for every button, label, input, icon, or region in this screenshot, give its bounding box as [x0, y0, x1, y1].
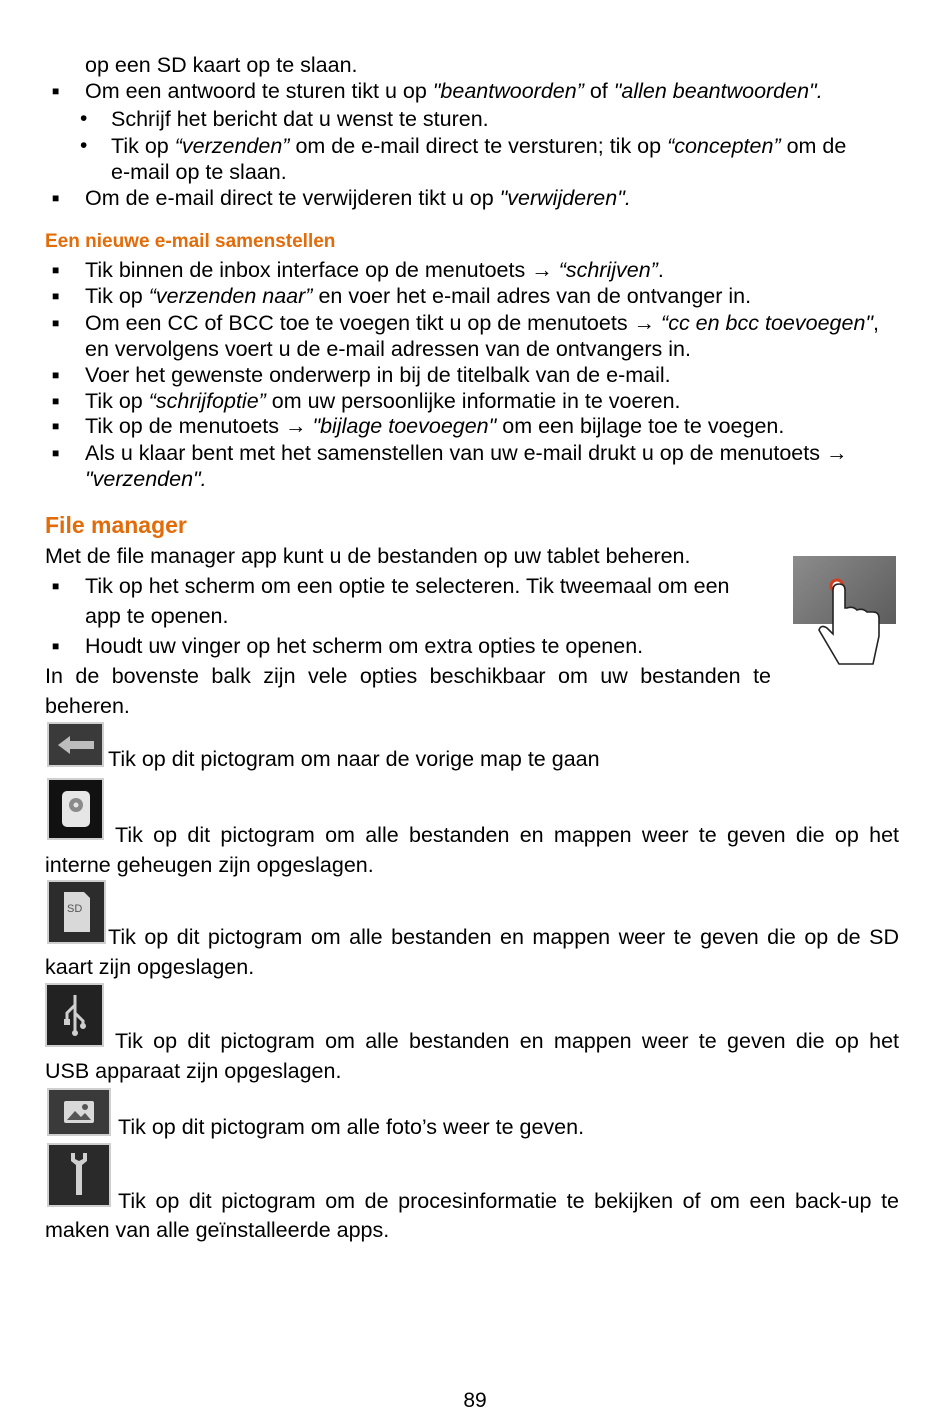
bullet-write-option: Tik op “schrijfoptie” om uw persoonlijke informatie in te voeren. — [85, 389, 681, 413]
page-number: 89 — [463, 1389, 487, 1412]
bullet-marker: ■ — [52, 316, 60, 330]
svg-text:SD: SD — [66, 903, 82, 915]
top-bar-paragraph-cont: beheren. — [45, 694, 130, 718]
bullet-marker: ■ — [52, 368, 60, 382]
bullet-delete: Om de e-mail direct te verwijderen tikt u op "verwijderen". — [85, 186, 631, 210]
bullet-marker: ■ — [52, 419, 60, 433]
bullet-marker: ■ — [52, 446, 60, 460]
section-heading-new-email: Een nieuwe e-mail samenstellen — [45, 231, 336, 252]
bullet-dot: • — [80, 134, 88, 157]
usb-icon — [45, 983, 104, 1047]
bullet-subject: Voer het gewenste onderwerp in bij de titelbalk van de e-mail. — [85, 363, 671, 387]
bullet-cc-bcc-cont: en vervolgens voert u de e-mail adressen van de ontvangers in. — [85, 337, 691, 361]
hand-pointer-icon — [793, 556, 893, 676]
bullet-marker: ■ — [52, 394, 60, 408]
bullet-cc-bcc: Om een CC of BCC toe te voegen tikt u op de menutoets → “cc en bcc toevoegen", — [85, 311, 880, 335]
bullet-tap-screen: Tik op het scherm om een optie te selecteren. Tik tweemaal om een — [85, 574, 730, 598]
wrench-icon — [47, 1143, 111, 1207]
sd-card-icon — [47, 880, 106, 944]
usb-icon-description-cont: USB apparaat zijn opgeslagen. — [45, 1059, 342, 1083]
bullet-send-to: Tik op “verzenden naar” en voer het e-mail adres van de ontvanger in. — [85, 284, 752, 308]
bullet-reply: Om een antwoord te sturen tikt u op "beantwoorden” of "allen beantwoorden". — [85, 79, 823, 103]
bullet-marker: ■ — [52, 289, 60, 303]
bullet-marker: ■ — [52, 191, 60, 205]
bullet-hold-finger: Houdt uw vinger op het scherm om extra opties te openen. — [85, 634, 644, 658]
bullet-dot: • — [80, 107, 88, 130]
sd-icon-description-cont: kaart zijn opgeslagen. — [45, 955, 255, 979]
bullet-attachment: Tik op de menutoets → "bijlage toevoegen" om een bijlage toe te voegen. — [85, 414, 785, 438]
back-arrow-icon — [47, 722, 104, 767]
file-manager-intro: Met de file manager app kunt u de bestanden op uw tablet beheren. — [45, 544, 691, 568]
bullet-marker: ■ — [52, 579, 60, 593]
back-icon-description: Tik op dit pictogram om naar de vorige map te gaan — [108, 747, 600, 771]
bullet-compose: Tik binnen de inbox interface op de menutoets → “schrijven”. — [85, 258, 664, 282]
bullet-marker: ■ — [52, 263, 60, 277]
internal-storage-icon — [47, 778, 104, 840]
wrench-icon-description-cont: maken van alle geïnstalleerde apps. — [45, 1218, 390, 1242]
section-heading-file-manager: File manager — [45, 512, 187, 538]
photo-icon — [47, 1088, 111, 1136]
wrench-icon-description: Tik op dit pictogram om de procesinformatie te bekijken of om een back-up te — [118, 1189, 899, 1213]
internal-icon-description-cont: interne geheugen zijn opgeslagen. — [45, 853, 374, 877]
top-bar-paragraph: In de bovenste balk zijn vele opties beschikbaar om uw bestanden te — [45, 664, 771, 688]
bullet-tap-screen-cont: app te openen. — [85, 604, 229, 628]
bullet-done: Als u klaar bent met het samenstellen van uw e-mail drukt u op de menutoets → — [85, 441, 848, 465]
subbullet-write: Schrijf het bericht dat u wenst te sturen. — [111, 107, 489, 131]
usb-icon-description: Tik op dit pictogram om alle bestanden en mappen weer te geven die op het — [115, 1029, 899, 1053]
subbullet-send: Tik op “verzenden” om de e-mail direct te versturen; tik op “concepten” om de — [111, 134, 847, 158]
sd-icon-description: Tik op dit pictogram om alle bestanden en mappen weer te geven die op de SD — [108, 925, 899, 949]
bullet-done-cont: "verzenden". — [85, 467, 207, 491]
subbullet-send-cont: e-mail op te slaan. — [111, 160, 287, 184]
photo-icon-description: Tik op dit pictogram om alle foto’s weer te geven. — [118, 1115, 585, 1139]
internal-icon-description: Tik op dit pictogram om alle bestanden en mappen weer te geven die op het — [115, 823, 899, 847]
paragraph-continuation: op een SD kaart op te slaan. — [85, 53, 358, 77]
bullet-marker: ■ — [52, 84, 60, 98]
bullet-marker: ■ — [52, 639, 60, 653]
